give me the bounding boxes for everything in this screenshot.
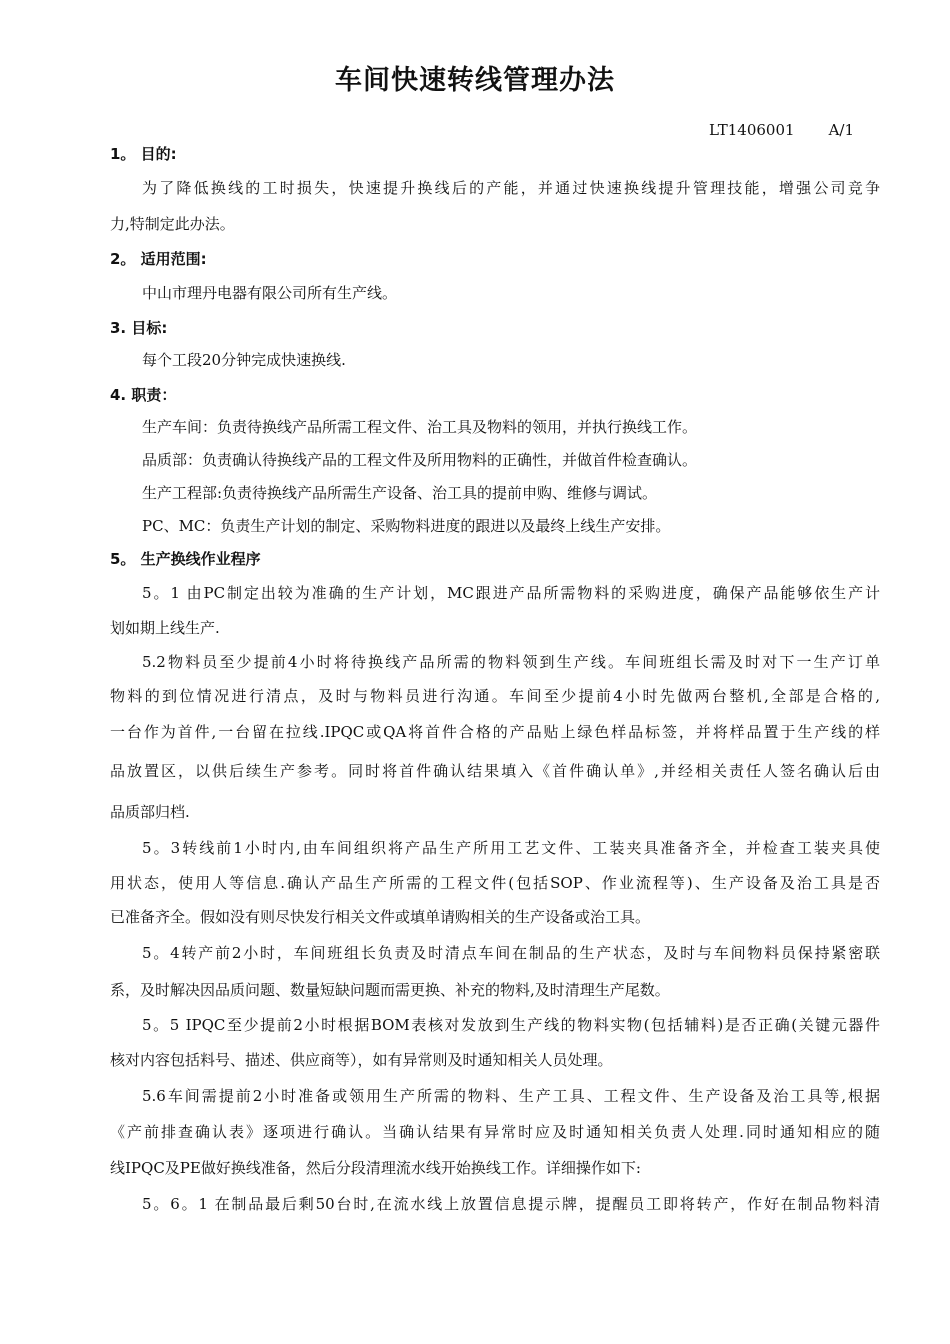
paragraph-line: 生产车间：负责待换线产品所需工程文件、治工具及物料的领用，并执行换线工作。: [142, 418, 698, 436]
paragraph-line: 物料的到位情况进行清点，及时与物料员进行沟通。车间至少提前4小时先做两台整机,全部是合格的,: [110, 687, 880, 705]
paragraph-line: 每个工段20分钟完成快速换线.: [142, 351, 346, 369]
doc-code: LT1406001: [709, 121, 795, 139]
document-title: 车间快速转线管理办法: [335, 65, 615, 96]
section-heading: 1。 目的:: [110, 145, 177, 163]
paragraph-line: 5。4转产前2小时，车间班组长负责及时清点车间在制品的生产状态，及时与车间物料员保持紧密联: [142, 944, 880, 962]
paragraph-line: 5.6车间需提前2小时准备或领用生产所需的物料、生产工具、工程文件、生产设备及治工具等,根据: [142, 1087, 880, 1105]
section-heading: 2。 适用范围:: [110, 250, 207, 268]
section-heading: 3. 目标:: [110, 319, 168, 337]
paragraph-line: 已准备齐全。假如没有则尽快发行相关文件或填单请购相关的生产设备或治工具。: [110, 908, 651, 926]
paragraph-line: 品放置区，以供后续生产参考。同时将首件确认结果填入《首件确认单》,并经相关责任人签名确认后由: [110, 762, 880, 780]
paragraph-line: 品质部：负责确认待换线产品的工程文件及所用物料的正确性，并做首件检查确认。: [142, 451, 698, 469]
section-heading: 4. 职责：: [110, 386, 177, 404]
paragraph-line: 划如期上线生产.: [110, 619, 220, 637]
paragraph-line: PC、MC：负责生产计划的制定、采购物料进度的跟进以及最终上线生产安排。: [142, 517, 671, 535]
paragraph-line: 系，及时解决因品质问题、数量短缺问题而需更换、补充的物料,及时清理生产尾数。: [110, 981, 670, 999]
paragraph-line: 品质部归档.: [110, 803, 190, 821]
paragraph-line: 中山市理丹电器有限公司所有生产线。: [142, 284, 398, 302]
paragraph-line: 5.2物料员至少提前4小时将待换线产品所需的物料领到生产线。车间班组长需及时对下一生产订单: [142, 653, 880, 671]
paragraph-line: 《产前排查确认表》逐项进行确认。当确认结果有异常时应及时通知相关负责人处理.同时通知相应的随: [110, 1123, 880, 1141]
paragraph-line: 5。3转线前1小时内,由车间组织将产品生产所用工艺文件、工装夹具准备齐全，并检查工装夹具使: [142, 839, 880, 857]
doc-revision: A/1: [828, 121, 854, 139]
paragraph-line: 5。5 IPQC至少提前2小时根据BOM表核对发放到生产线的物料实物(包括辅料)是否正确(关键元器件: [142, 1016, 880, 1034]
paragraph-line: 用状态，使用人等信息.确认产品生产所需的工程文件(包括SOP、作业流程等)、生产设备及治工具是否: [110, 874, 880, 892]
paragraph-line: 线IPQC及PE做好换线准备，然后分段清理流水线开始换线工作。详细操作如下:: [110, 1159, 641, 1177]
paragraph-line: 核对内容包括料号、描述、供应商等），如有异常则及时通知相关人员处理。: [110, 1051, 613, 1069]
paragraph-line: 5。1 由PC制定出较为准确的生产计划，MC跟进产品所需物料的采购进度，确保产品能够依生产计: [142, 584, 880, 602]
paragraph-line: 为了降低换线的工时损失，快速提升换线后的产能，并通过快速换线提升管理技能，增强公司竞争: [142, 179, 880, 197]
paragraph-line: 一台作为首件,一台留在拉线.IPQC或QA将首件合格的产品贴上绿色样品标签，并将样品置于生产线的样: [110, 723, 880, 741]
paragraph-line: 5。6。1 在制品最后剩50台时,在流水线上放置信息提示牌，提醒员工即将转产，作好在制品物料清: [142, 1195, 880, 1213]
section-heading: 5。 生产换线作业程序: [110, 550, 261, 568]
paragraph-line: 力,特制定此办法。: [110, 215, 235, 233]
document-number: [709, 121, 854, 139]
paragraph-line: 生产工程部:负责待换线产品所需生产设备、治工具的提前申购、维修与调试。: [142, 484, 658, 502]
